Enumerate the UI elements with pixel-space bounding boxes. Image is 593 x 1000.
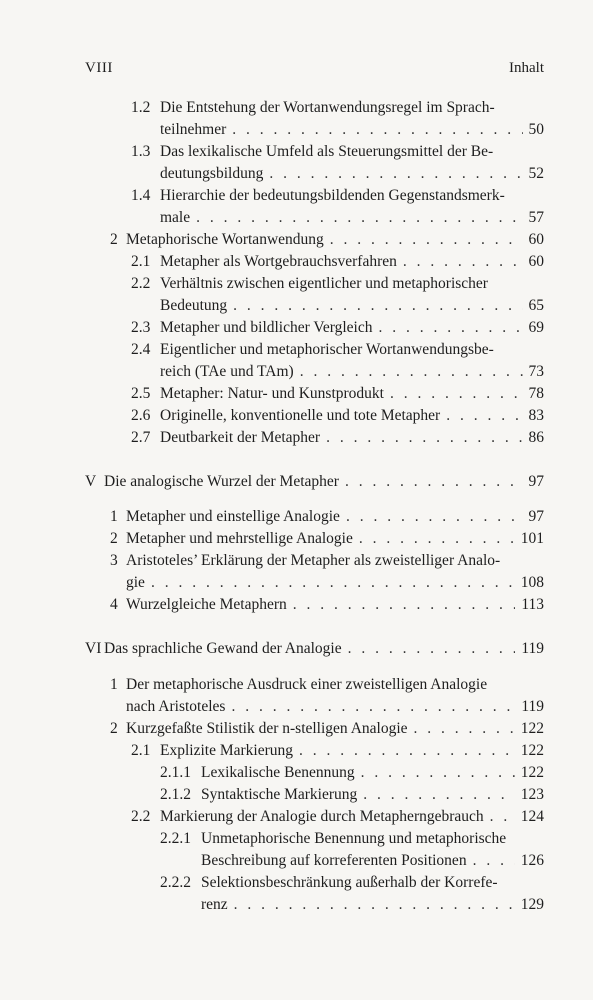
- entry-page: 124: [520, 808, 544, 825]
- entry-page: 57: [528, 209, 544, 226]
- entry-page: 101: [520, 530, 544, 547]
- entry-title: Metapher: Natur- und Kunstprodukt: [160, 385, 384, 402]
- entry-page: 129: [520, 896, 544, 913]
- entry-title-cont: gie: [126, 574, 145, 591]
- entry-number: 2: [110, 530, 118, 547]
- entry-number: 2.1: [131, 742, 151, 759]
- entry-page: 83: [528, 407, 544, 424]
- chapter-title: Das sprachliche Gewand der Analogie: [104, 640, 342, 657]
- leader-dots: [234, 894, 515, 916]
- leader-dots: [299, 740, 515, 762]
- entry-title-cont: nach Aristoteles: [126, 698, 226, 715]
- leader-dots: [231, 696, 515, 718]
- leader-dots: [403, 251, 523, 273]
- entry-title: Unmetaphorische Benennung und metaphorische: [201, 830, 507, 847]
- leader-dots: [345, 471, 523, 493]
- entry-title-cont: Bedeutung: [160, 297, 228, 314]
- chapter-number: VI: [85, 640, 102, 657]
- entry-page: 108: [520, 574, 544, 591]
- entry-title: Kurzgefaßte Stilistik der n-stelligen Analogie: [126, 720, 408, 737]
- entry-title: Metapher und bildlicher Vergleich: [160, 319, 373, 336]
- entry-number: 2.6: [131, 407, 151, 424]
- leader-dots: [151, 572, 515, 594]
- leader-dots: [233, 295, 522, 317]
- entry-page: 123: [520, 786, 544, 803]
- chapter-title: Die analogische Wurzel der Metapher: [104, 473, 339, 490]
- leader-dots: [326, 427, 522, 449]
- entry-title: Selektionsbeschränkung außerhalb der Korrefe-: [201, 874, 498, 891]
- entry-number: 1: [110, 508, 118, 525]
- entry-number: 2.5: [131, 385, 151, 402]
- entry-number: 2.1: [131, 253, 151, 270]
- entry-title: Hierarchie der bedeutungsbildenden Gegenstandsmerk-: [160, 187, 505, 204]
- entry-number: 3: [110, 552, 118, 569]
- entry-title: Deutbarkeit der Metapher: [160, 429, 321, 446]
- entry-title: Metapher und einstellige Analogie: [126, 508, 340, 525]
- running-head: Inhalt: [509, 60, 544, 76]
- leader-dots: [346, 506, 523, 528]
- entry-number: 2: [110, 720, 118, 737]
- entry-title: Syntaktische Markierung: [201, 786, 358, 803]
- entry-number: 2.2: [131, 275, 151, 292]
- chapter-number: V: [85, 473, 97, 490]
- entry-number: 2.4: [131, 341, 151, 358]
- entry-number: 2: [110, 231, 118, 248]
- entry-page: 113: [521, 596, 544, 613]
- leader-dots: [300, 361, 523, 383]
- entry-page: 78: [528, 385, 544, 402]
- leader-dots: [361, 762, 515, 784]
- leader-dots: [390, 383, 523, 405]
- entry-number: 1.2: [131, 99, 151, 116]
- entry-number: 1.3: [131, 143, 151, 160]
- entry-number: 2.2.2: [160, 874, 191, 891]
- page-number: VIII: [85, 60, 113, 76]
- entry-page: 122: [520, 764, 544, 781]
- leader-dots: [196, 207, 522, 229]
- entry-title: Lexikalische Benennung: [201, 764, 355, 781]
- entry-page: 122: [520, 742, 544, 759]
- entry-title: Metapher als Wortgebrauchsverfahren: [160, 253, 397, 270]
- entry-number: 2.1.1: [160, 764, 191, 781]
- entry-page: 126: [520, 852, 544, 869]
- entry-title: Aristoteles’ Erklärung der Metapher als zweistelliger Analo-: [126, 552, 501, 569]
- entry-title: Wurzelgleiche Metaphern: [126, 596, 287, 613]
- leader-dots: [473, 850, 515, 872]
- entry-page: 50: [528, 121, 544, 138]
- entry-title: Verhältnis zwischen eigentlicher und metaphorischer: [160, 275, 488, 292]
- leader-dots: [446, 405, 522, 427]
- entry-title: Der metaphorische Ausdruck einer zweistelligen Analogie: [126, 676, 488, 693]
- leader-dots: [359, 528, 515, 550]
- leader-dots: [363, 784, 514, 806]
- entry-number: 2.3: [131, 319, 151, 336]
- leader-dots: [414, 718, 515, 740]
- entry-title: Originelle, konventionelle und tote Metapher: [160, 407, 441, 424]
- entry-title: Markierung der Analogie durch Metapherngebrauch: [160, 808, 484, 825]
- entry-title: Metaphorische Wortanwendung: [126, 231, 324, 248]
- entry-page: 60: [528, 231, 544, 248]
- leader-dots: [269, 163, 522, 185]
- entry-title-cont: reich (TAe und TAm): [160, 363, 294, 380]
- entry-number: 2.2.1: [160, 830, 191, 847]
- entry-number: 2.7: [131, 429, 151, 446]
- entry-page: 119: [521, 640, 544, 657]
- page-header: [85, 60, 544, 82]
- entry-title: Explizite Markierung: [160, 742, 293, 759]
- entry-number: 4: [110, 596, 118, 613]
- leader-dots: [330, 229, 523, 251]
- leader-dots: [232, 119, 522, 141]
- leader-dots: [348, 638, 516, 660]
- leader-dots: [379, 317, 523, 339]
- entry-page: 86: [528, 429, 544, 446]
- entry-page: 65: [528, 297, 544, 314]
- entry-page: 97: [528, 473, 544, 490]
- entry-page: 52: [528, 165, 544, 182]
- entry-title: Die Entstehung der Wortanwendungsregel im Sprach-: [160, 99, 495, 116]
- entry-number: 1: [110, 676, 118, 693]
- entry-number: 1.4: [131, 187, 151, 204]
- entry-page: 119: [521, 698, 544, 715]
- entry-page: 97: [528, 508, 544, 525]
- entry-title: Metapher und mehrstellige Analogie: [126, 530, 353, 547]
- entry-title-cont: renz: [201, 896, 228, 913]
- entry-title-cont: male: [160, 209, 191, 226]
- entry-page: 69: [528, 319, 544, 336]
- entry-title-cont: deutungsbildung: [160, 165, 264, 182]
- entry-title-cont: teilnehmer: [160, 121, 227, 138]
- leader-dots: [490, 806, 515, 828]
- entry-title-cont: Beschreibung auf korreferenten Positionen: [201, 852, 467, 869]
- leader-dots: [293, 594, 516, 616]
- entry-page: 122: [520, 720, 544, 737]
- entry-number: 2.2: [131, 808, 151, 825]
- entry-title: Eigentlicher und metaphorischer Wortanwendungsbe-: [160, 341, 494, 358]
- entry-number: 2.1.2: [160, 786, 191, 803]
- entry-page: 60: [528, 253, 544, 270]
- entry-title: Das lexikalische Umfeld als Steuerungsmittel der Be-: [160, 143, 494, 160]
- entry-page: 73: [528, 363, 544, 380]
